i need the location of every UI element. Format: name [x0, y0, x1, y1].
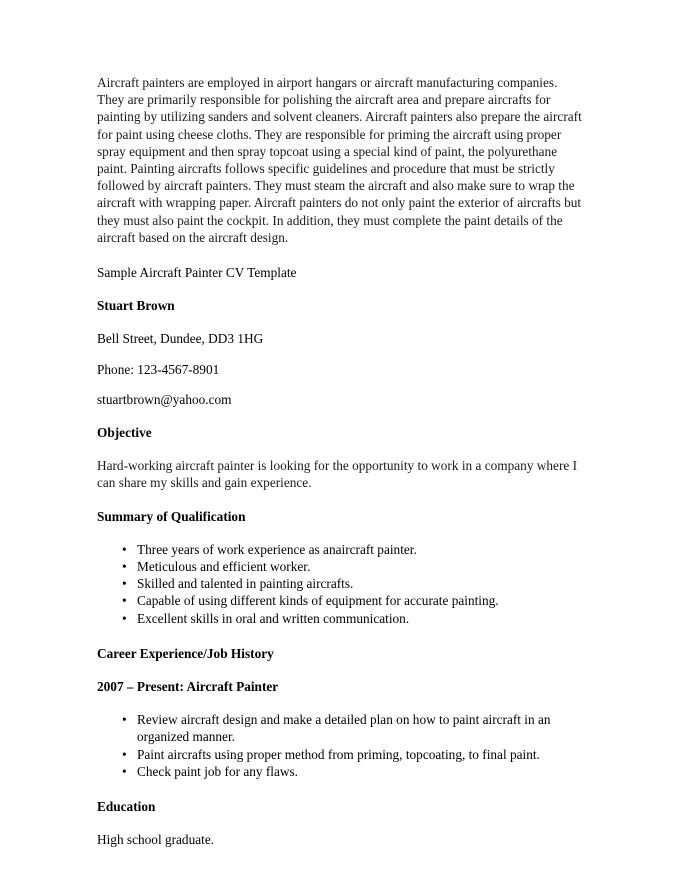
candidate-email: stuartbrown@yahoo.com	[97, 391, 232, 407]
objective-body: Hard-working aircraft painter is looking for the opportunity to work in a company where I can share my skills and gain experience.	[97, 458, 578, 491]
list-item-text: Meticulous and efficient worker.	[137, 559, 311, 575]
list-item-text: Skilled and talented in painting aircrafts.	[137, 576, 354, 592]
spacer	[97, 815, 583, 831]
spacer	[97, 695, 583, 711]
education-body: High school graduate.	[97, 832, 215, 848]
section-heading-career: Career Experience/Job History	[97, 645, 274, 661]
list-item	[97, 711, 583, 745]
career-bullet-list	[97, 711, 583, 780]
section-heading-education: Education	[97, 799, 156, 815]
candidate-address: Bell Street, Dundee, DD3 1HG	[97, 331, 264, 347]
list-item-text: Check paint job for any flaws.	[137, 763, 298, 779]
list-item	[97, 746, 583, 763]
list-item	[97, 592, 583, 609]
list-item	[97, 575, 583, 592]
candidate-name: Stuart Brown	[97, 298, 175, 314]
spacer	[97, 378, 583, 391]
bullet-icon: •	[122, 541, 127, 557]
summary-bullet-list	[97, 541, 583, 627]
spacer	[97, 441, 583, 457]
list-item	[97, 541, 583, 558]
bullet-icon: •	[122, 763, 127, 779]
spacer	[97, 492, 583, 508]
section-heading-summary: Summary of Qualification	[97, 508, 246, 524]
spacer	[97, 348, 583, 361]
spacer	[97, 314, 583, 330]
list-item-text: Three years of work experience as anaircraft painter.	[137, 541, 417, 557]
bullet-icon: •	[122, 559, 127, 575]
spacer	[97, 281, 583, 297]
spacer	[97, 662, 583, 678]
list-item	[97, 763, 583, 780]
spacer	[97, 525, 583, 541]
bullet-icon: •	[122, 610, 127, 626]
bullet-icon: •	[122, 746, 127, 762]
list-item	[97, 610, 583, 627]
spacer	[97, 246, 583, 264]
spacer	[97, 780, 583, 798]
list-item	[97, 558, 583, 575]
job-title-line: 2007 – Present: Aircraft Painter	[97, 679, 279, 695]
intro-paragraph: Aircraft painters are employed in airport hangars or aircraft manufacturing companies. They are primarily responsible for polishing the aircraft area and prepare aircrafts for painting by utilizing sanders and solvent cleaners. Aircraft painters also prepare the aircraft for paint using cheese cloths. They are responsible for priming the aircraft using proper spray equipment and then spray topcoat using a special kind of paint, the polyurethane paint. Painting aircrafts follows specific guidelines and procedure that must be strictly followed by aircraft painters. They must steam the aircraft and also make sure to wrap the aircraft with wrapping paper. Aircraft painters do not only paint the exterior of aircrafts but they must also paint the cockpit. In addition, they must complete the paint details of the aircraft based on the aircraft design.	[97, 75, 582, 245]
bullet-icon: •	[122, 576, 127, 592]
list-item-text: Paint aircrafts using proper method from priming, topcoating, to final paint.	[137, 746, 540, 762]
section-heading-objective: Objective	[97, 425, 152, 441]
bullet-icon: •	[122, 593, 127, 609]
list-item-text: Excellent skills in oral and written communication.	[137, 610, 410, 626]
spacer	[97, 408, 583, 424]
list-item-text: Capable of using different kinds of equipment for accurate painting.	[137, 593, 499, 609]
bullet-icon: •	[122, 712, 127, 728]
template-title: Sample Aircraft Painter CV Template	[97, 265, 297, 281]
document-body	[97, 74, 583, 849]
spacer	[97, 627, 583, 645]
candidate-phone: Phone: 123-4567-8901	[97, 361, 220, 377]
list-item-text: Review aircraft design and make a detailed plan on how to paint aircraft in an organized manner.	[137, 712, 551, 745]
